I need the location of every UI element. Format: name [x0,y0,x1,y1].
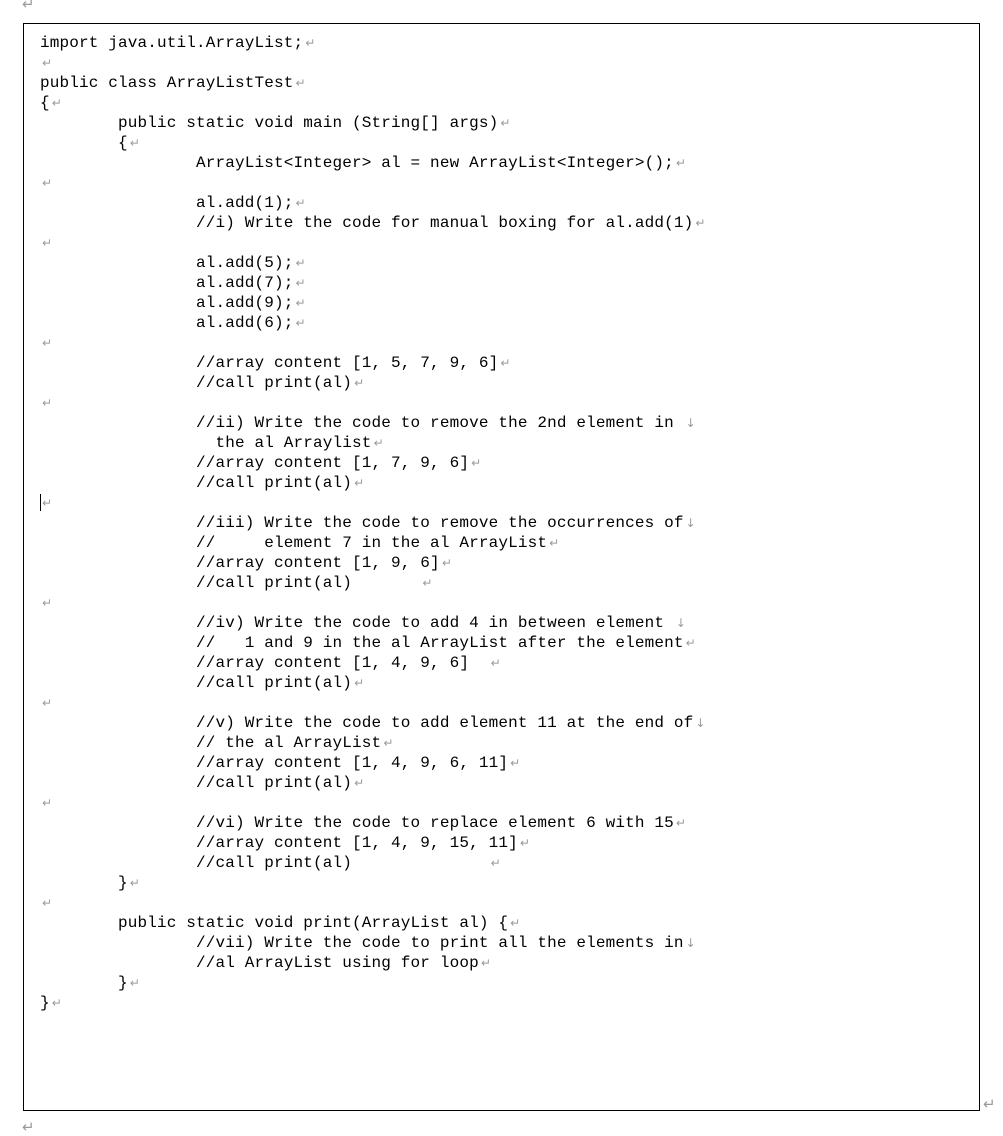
code-text: //ii) Write the code to remove the 2nd element in [40,414,684,432]
code-text: //array content [1, 5, 7, 9, 6] [40,354,499,372]
paragraph-mark: ↵ [441,556,453,570]
code-text: } [40,974,128,992]
paragraph-mark: ↵ [295,196,306,210]
code-line [40,233,971,253]
code-listing[interactable] [40,33,971,1013]
paragraph-mark: ↵ [129,136,140,150]
paragraph-mark: ↵ [354,476,365,490]
code-line [40,93,971,113]
code-text: ArrayList<Integer> al = new ArrayList<Integer>(); [40,154,674,172]
code-text: //array content [1, 4, 9, 15, 11] [40,834,518,852]
paragraph-mark: ↵ [500,356,511,370]
code-line [40,433,971,453]
code-line [40,793,971,813]
code-text: { [40,134,128,152]
code-line [40,933,971,953]
line-break-mark: ↓ [685,936,696,950]
code-text: //vii) Write the code to print all the elements in [40,934,684,952]
paragraph-mark: ↵ [295,296,306,310]
code-text: //iii) Write the code to remove the occurrences of [40,514,684,532]
code-line [40,133,971,153]
paragraph-mark: ↵ [490,656,501,670]
code-text-box[interactable] [23,23,980,1111]
paragraph-mark: ↵ [42,396,53,410]
code-line [40,113,971,133]
code-line [40,873,971,893]
code-text: al.add(1); [40,194,294,212]
paragraph-mark: ↵ [22,0,35,13]
code-text: //al ArrayList using for loop [40,954,479,972]
code-text: //array content [1, 4, 9, 6, 11] [40,754,509,772]
paragraph-mark: ↵ [42,236,53,250]
code-text: // element 7 in the al ArrayList [40,534,548,552]
code-text: public class ArrayListTest [40,74,294,92]
code-line [40,513,971,533]
code-line [40,253,971,273]
paragraph-mark: ↵ [519,836,531,850]
paragraph-mark: ↵ [42,696,53,710]
paragraph-mark: ↵ [373,436,384,450]
code-text: //call print(al) [40,474,353,492]
paragraph-mark: ↵ [685,636,696,650]
paragraph-mark: ↵ [42,896,53,910]
code-text: } [40,874,128,892]
paragraph-mark: ↵ [471,456,482,470]
code-line [40,473,971,493]
code-line [40,773,971,793]
paragraph-mark: ↵ [480,956,492,970]
code-text: } [40,994,50,1012]
code-text: //call print(al) [40,774,353,792]
code-line [40,493,971,513]
paragraph-mark: ↵ [983,1095,996,1113]
paragraph-mark: ↵ [510,916,521,930]
paragraph-mark: ↵ [354,776,365,790]
code-line [40,153,971,173]
code-text: //call print(al) [40,674,353,692]
code-line [40,893,971,913]
code-line [40,993,971,1013]
code-text: //call print(al) [40,574,421,592]
code-line [40,373,971,393]
line-break-mark: ↓ [685,416,696,430]
paragraph-mark: ↵ [295,276,306,290]
code-line [40,693,971,713]
code-line [40,33,971,53]
code-line [40,713,971,733]
code-line [40,553,971,573]
paragraph-mark: ↵ [42,496,53,510]
code-line [40,953,971,973]
code-line [40,353,971,373]
code-line [40,913,971,933]
code-line [40,193,971,213]
code-text: public static void print(ArrayList al) { [40,914,509,932]
paragraph-mark: ↵ [51,96,62,110]
code-text: the al Arraylist [40,434,372,452]
code-line [40,173,971,193]
code-text: //array content [1, 7, 9, 6] [40,454,470,472]
paragraph-mark: ↵ [510,756,521,770]
paragraph-mark: ↵ [490,856,501,870]
paragraph-mark: ↵ [51,996,62,1010]
code-text: { [40,94,50,112]
paragraph-mark: ↵ [295,316,306,330]
code-line [40,313,971,333]
code-text: al.add(5); [40,254,294,272]
code-text: //v) Write the code to add element 11 at the end of [40,714,694,732]
paragraph-mark: ↵ [383,736,394,750]
code-text: //call print(al) [40,854,489,872]
code-text: import java.util.ArrayList; [40,34,304,52]
paragraph-mark: ↵ [295,76,306,90]
code-text: //iv) Write the code to add 4 in between element [40,614,674,632]
paragraph-mark: ↵ [305,36,316,50]
paragraph-mark: ↵ [675,156,687,170]
code-line [40,813,971,833]
code-line [40,653,971,673]
code-text: //array content [1, 9, 6] [40,554,440,572]
code-line [40,393,971,413]
code-line [40,453,971,473]
paragraph-mark: ↵ [695,216,706,230]
code-line [40,213,971,233]
paragraph-mark: ↵ [129,876,140,890]
code-text: public static void main (String[] args) [40,114,499,132]
code-line [40,673,971,693]
paragraph-mark: ↵ [22,1118,35,1136]
code-text: al.add(9); [40,294,294,312]
line-break-mark: ↓ [685,516,696,530]
code-text: // 1 and 9 in the al ArrayList after the element [40,634,684,652]
code-text: //array content [1, 4, 9, 6] [40,654,489,672]
paragraph-mark: ↵ [42,336,53,350]
code-line [40,293,971,313]
code-line [40,973,971,993]
paragraph-mark: ↵ [422,576,433,590]
paragraph-mark: ↵ [42,796,53,810]
code-line [40,593,971,613]
code-text: //vi) Write the code to replace element 6 with 15 [40,814,674,832]
code-line [40,753,971,773]
paragraph-mark: ↵ [129,976,140,990]
paragraph-mark: ↵ [549,536,560,550]
code-text: //i) Write the code for manual boxing for al.add(1) [40,214,694,232]
code-line [40,333,971,353]
line-break-mark: ↓ [675,616,687,630]
paragraph-mark: ↵ [42,596,53,610]
text-cursor [40,494,41,511]
paragraph-mark: ↵ [42,176,53,190]
code-line [40,73,971,93]
paragraph-mark: ↵ [42,56,53,70]
code-line [40,853,971,873]
code-line [40,53,971,73]
paragraph-mark: ↵ [500,116,511,130]
code-line [40,613,971,633]
code-line [40,573,971,593]
paragraph-mark: ↵ [354,376,365,390]
code-line [40,833,971,853]
code-text: //call print(al) [40,374,353,392]
paragraph-mark: ↵ [295,256,306,270]
line-break-mark: ↓ [695,716,706,730]
code-line [40,273,971,293]
code-text: al.add(6); [40,314,294,332]
code-line [40,413,971,433]
code-text: // the al ArrayList [40,734,382,752]
code-line [40,633,971,653]
code-line [40,533,971,553]
paragraph-mark: ↵ [354,676,365,690]
paragraph-mark: ↵ [675,816,687,830]
code-line [40,733,971,753]
code-text: al.add(7); [40,274,294,292]
